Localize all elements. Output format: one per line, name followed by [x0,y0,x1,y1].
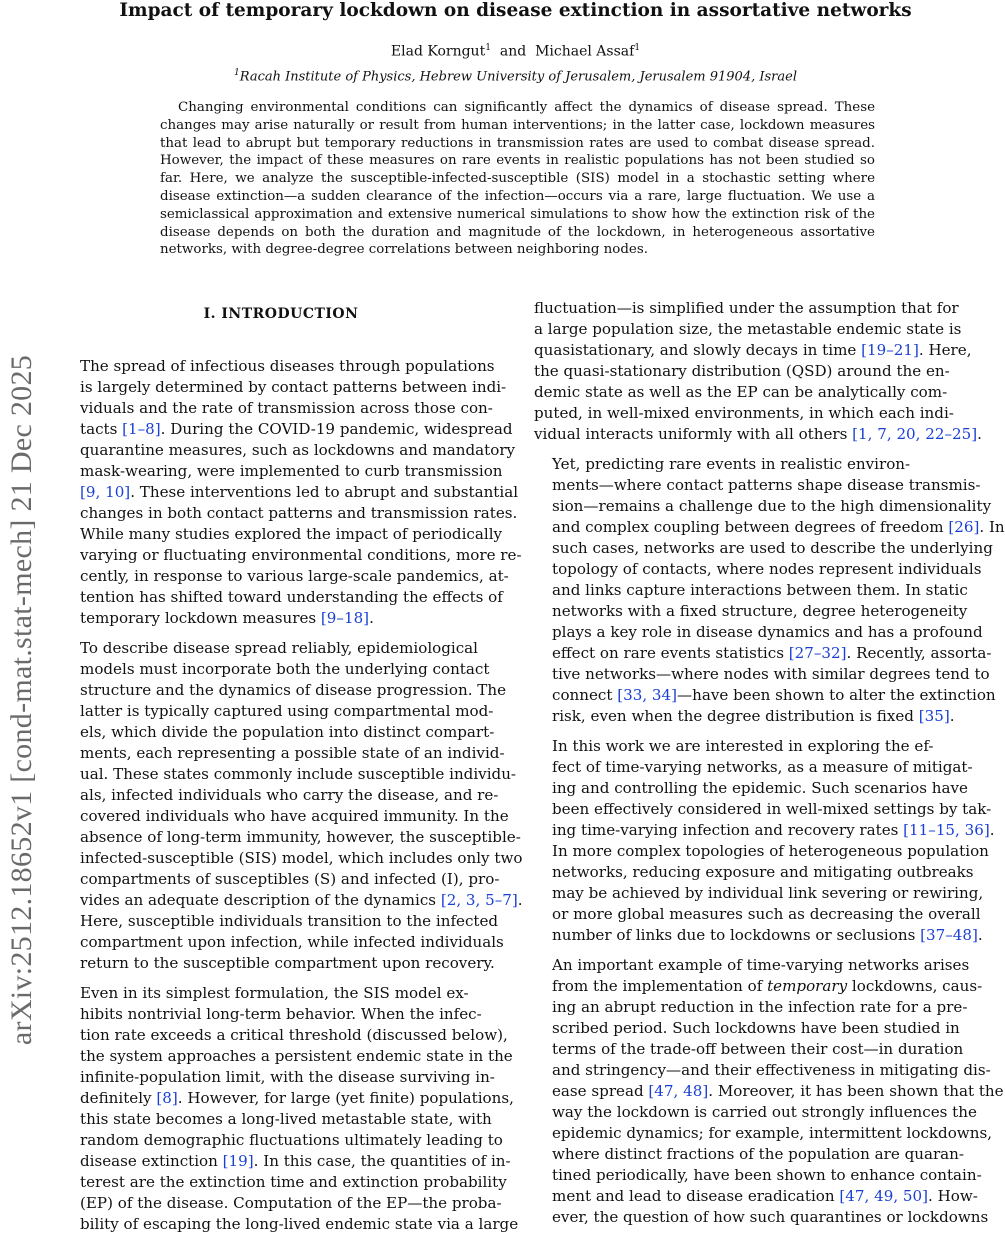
citation-link[interactable]: [27–32] [788,644,847,662]
citation-link[interactable]: [47, 48] [648,1082,709,1100]
text-line: mask-wearing, were implemented to curb transmission [80,462,503,480]
text-line: disease extinction [19]. In this case, the quantities of in- [80,1152,511,1170]
text-line: fluctuation—is simplified under the assumption that for [534,299,959,317]
text-line: Even in its simplest formulation, the SIS model ex- [80,984,469,1002]
text-line: random demographic fluctuations ultimately leading to [80,1131,503,1149]
text-line: vidual interacts uniformly with all others [1, 7, 20, 22–25]. [534,425,982,443]
text-line: changes in both contact patterns and transmission rates. [80,504,518,522]
text-line: definitely [8]. However, for large (yet finite) populations, [80,1089,514,1107]
text-line: return to the susceptible compartment upon recovery. [80,954,495,972]
text-line: and links capture interactions between them. In static [552,581,968,599]
text-line: tacts [1–8]. During the COVID-19 pandemic, widespread [80,420,513,438]
section-heading: I. INTRODUCTION [203,306,359,322]
affiliation-marker: 1 [634,43,641,53]
text-line: covered individuals who have acquired immunity. In the [80,807,509,825]
paragraph [62,983,519,1235]
text-line: tined periodically, have been shown to enhance contain- [552,1166,982,1184]
citation-link[interactable]: [2, 3, 5–7] [440,891,518,909]
affiliation [60,68,971,84]
text-line: such cases, networks are used to describe the underlying [552,539,993,557]
text-line: terest are the extinction time and extinction probability [80,1173,507,1191]
text-line: ments, each representing a possible state of an individ- [80,744,505,762]
text-line: temporary lockdown measures [9–18]. [80,609,374,627]
text-line: scribed period. Such lockdowns have been studied in [552,1019,960,1037]
text-line: (EP) of the disease. Computation of the EP—the proba- [80,1194,502,1212]
affiliation-marker: 1 [234,68,240,78]
paragraph [534,955,1004,1228]
affiliation-text: Racah Institute of Physics, Hebrew University of Jerusalem, Jerusalem 91904, Israel [239,69,797,85]
text-line: ual. These states commonly include susceptible individu- [80,765,517,783]
text-line: varying or fluctuating environmental conditions, more re- [80,546,522,564]
affiliation-marker: 1 [485,43,491,53]
text-line: hibits nontrivial long-term behavior. When the infec- [80,1005,482,1023]
text-line: the system approaches a persistent endemic state in the [80,1047,513,1065]
citation-link[interactable]: [1, 7, 20, 22–25] [852,425,978,443]
left-column [62,304,523,1244]
emphasis: temporary [767,977,848,995]
citation-link[interactable]: [35] [918,707,950,725]
paragraph [534,298,982,445]
text-line: from the implementation of temporary lockdowns, caus- [552,977,983,995]
text-line: networks with a fixed structure, degree heterogeneity [552,602,968,620]
text-line: latter is typically captured using compartmental mod- [80,702,494,720]
text-line: risk, even when the degree distribution is fixed [35]. [552,707,955,725]
text-line: number of links due to lockdowns or seclusions [37–48]. [552,926,983,944]
paragraph [534,736,995,946]
text-line: ments—where contact patterns shape disease transmis- [552,476,981,494]
text-line: als, infected individuals who carry the disease, and re- [80,786,499,804]
text-line: absence of long-term immunity, however, the susceptible- [80,828,521,846]
paragraph [62,356,522,629]
text-line: vides an adequate description of the dynamics [2, 3, 5–7]. [80,891,523,909]
text-line: models must incorporate both the underlying contact [80,660,490,678]
text-line: been effectively considered in well-mixed settings by tak- [552,800,992,818]
text-line: In this work we are interested in exploring the ef- [552,737,934,755]
text-line: bility of escaping the long-lived endemic state via a large [80,1215,519,1233]
paper-title: Impact of temporary lockdown on disease extinction in assortative networks [119,0,912,21]
text-line: and stringency—and their effectiveness in mitigating dis- [552,1061,991,1079]
citation-link[interactable]: [1–8] [122,420,161,438]
text-line: ing an abrupt reduction in the infection rate for a pre- [552,998,968,1016]
text-line: els, which divide the population into distinct compart- [80,723,495,741]
text-line: ing time-varying infection and recovery rates [11–15, 36]. [552,821,995,839]
abstract: Changing environmental conditions can significantly affect the dynamics of disease spread. These changes may arise naturally or result from human interventions; in the latter case, lockdown measures that lead to abrupt but temporary reductions in transmission rates are used to combat disease spread. However, the impact of these measures on rare events in realistic populations has not been studied so far. Here, we analyze the susceptible-infected-susceptible (SIS) model in a stochastic setting where disease extinction—a sudden clearance of the infection—occurs via a rare, large fluctuation. We use a semiclassical approximation and extensive numerical simulations to show how the extinction risk of the disease depends on both the duration and magnitude of the lockdown, in heterogeneous assortative networks, with degree-degree correlations between neighboring nodes. [160,100,875,258]
citation-link[interactable]: [19] [222,1152,254,1170]
paragraph [534,454,1005,727]
text-line: connect [33, 34]—have been shown to alter the extinction [552,686,996,704]
citation-link[interactable]: [37–48] [920,926,978,944]
text-line: effect on rare events statistics [27–32]. Recently, assorta- [552,644,992,662]
citation-link[interactable]: [9–18] [320,609,370,627]
text-line: tention has shifted toward understanding the effects of [80,588,503,606]
author-conjunction: and [499,43,527,60]
text-line: Yet, predicting rare events in realistic environ- [552,455,911,473]
text-line: viduals and the rate of transmission across those con- [80,399,493,417]
text-line: terms of the trade-off between their cost—in duration [552,1040,964,1058]
text-line: quarantine measures, such as lockdowns and mandatory [80,441,516,459]
citation-link[interactable]: [19–21] [861,341,919,359]
text-line: compartments of susceptibles (S) and infected (I), pro- [80,870,500,888]
text-line: the quasi-stationary distribution (QSD) around the en- [534,362,950,380]
text-line: sion—remains a challenge due to the high dimensionality [552,497,992,515]
paragraph [62,638,523,974]
author-list [60,43,971,60]
text-line: The spread of infectious diseases through populations [80,357,495,375]
text-line: ease spread [47, 48]. Moreover, it has been shown that the [552,1082,1004,1100]
text-line: ever, the question of how such quarantines or lockdowns [552,1208,989,1226]
citation-link[interactable]: [8] [156,1089,178,1107]
text-line: compartment upon infection, while infected individuals [80,933,504,951]
text-line: this state becomes a long-lived metastable state, with [80,1110,492,1128]
citation-link[interactable]: [33, 34] [617,686,678,704]
text-line: a large population size, the metastable endemic state is [534,320,962,338]
text-line: topology of contacts, where nodes represent individuals [552,560,982,578]
text-line: way the lockdown is carried out strongly influences the [552,1103,977,1121]
text-line: quasistationary, and slowly decays in time [19–21]. Here, [534,341,972,359]
text-line: or more global measures such as decreasing the overall [552,905,981,923]
text-line: puted, in well-mixed environments, in which each indi- [534,404,954,422]
citation-link[interactable]: [11–15, 36] [903,821,990,839]
text-line: In more complex topologies of heterogeneous population [552,842,989,860]
text-line: where distinct fractions of the population are quaran- [552,1145,964,1163]
text-line: demic state as well as the EP can be analytically com- [534,383,948,401]
text-line: may be achieved by individual link severing or rewiring, [552,884,984,902]
text-line: plays a key role in disease dynamics and has a profound [552,623,983,641]
text-line: ing and controlling the epidemic. Such scenarios have [552,779,968,797]
text-line: [9, 10]. These interventions led to abrupt and substantial [80,483,519,501]
text-line: tive networks—where nodes with similar degrees tend to [552,665,990,683]
text-line: To describe disease spread reliably, epidemiological [80,639,479,657]
text-line: and complex coupling between degrees of freedom [26]. In [552,518,1005,536]
text-line: tion rate exceeds a critical threshold (discussed below), [80,1026,508,1044]
text-line: is largely determined by contact patterns between indi- [80,378,507,396]
text-line: Here, susceptible individuals transition to the infected [80,912,499,930]
text-line: cently, in response to various large-scale pandemics, at- [80,567,509,585]
text-line: networks, reducing exposure and mitigating outbreaks [552,863,974,881]
citation-link[interactable]: [26] [948,518,980,536]
author-name: Elad Korngut [390,43,486,60]
text-line: infinite-population limit, with the disease surviving in- [80,1068,495,1086]
text-line: infected-susceptible (SIS) model, which includes only two [80,849,523,867]
text-line: An important example of time-varying networks arises [552,956,970,974]
citation-link[interactable]: [9, 10] [80,483,131,501]
text-line: epidemic dynamics; for example, intermittent lockdowns, [552,1124,992,1142]
citation-link[interactable]: [47, 49, 50] [839,1187,929,1205]
text-line: While many studies explored the impact of periodically [80,525,503,543]
author-name: Michael Assaf [535,43,635,60]
text-line: fect of time-varying networks, as a measure of mitigat- [552,758,973,776]
right-column [534,298,1005,1237]
arxiv-identifier: arXiv:2512.18652v1 [cond-mat.stat-mech] 21 Dec 2025 [5,354,38,1046]
text-line: ment and lead to disease eradication [47, 49, 50]. How- [552,1187,978,1205]
text-line: structure and the dynamics of disease progression. The [80,681,507,699]
